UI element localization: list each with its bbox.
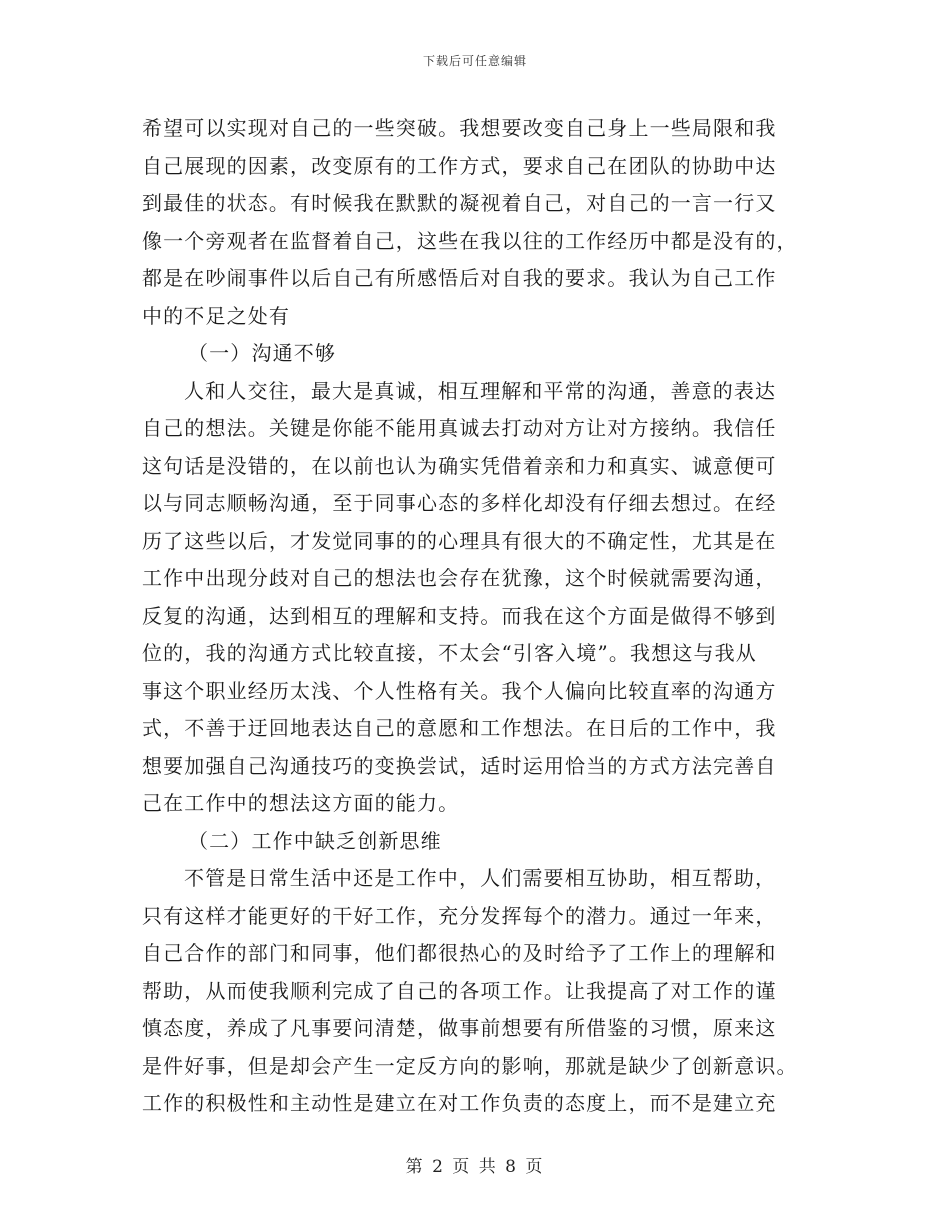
text-line: 事这个职业经历太浅、个人性格有关。我个人偏向比较直率的沟通方 [142,678,777,703]
section-heading-2: （二）工作中缺乏创新思维 [188,828,442,853]
text-line: 历了这些以后，才发觉同事的的心理具有很大的不确定性，尤其是在 [142,528,777,553]
paragraph-start: 人和人交往，最大是真诚，相互理解和平常的沟通，善意的表达 [184,378,777,403]
text-line: 想要加强自己沟通技巧的变换尝试，适时运用恰当的方式方法完善自 [142,753,777,778]
page-header: 下载后可任意编辑 [422,54,527,68]
text-line: 式，不善于迂回地表达自己的意愿和工作想法。在日后的工作中，我 [142,716,777,740]
text-line: 是件好事，但是却会产生一定反方向的影响，那就是缺少了创新意识。 [142,1053,798,1078]
text-line: 到最佳的状态。有时候我在默默的凝视着自己，对自己的一言一行又 [142,191,777,215]
text-line: 只有这样才能更好的干好工作，充分发挥每个的潜力。通过一年来， [142,903,777,928]
text-line: 己在工作中的想法这方面的能力。 [142,791,460,815]
text-line: 都是在吵闹事件以后自己有所感悟后对自我的要求。我认为自己工作 [142,266,777,290]
text-line: 中的不足之处有 [142,303,291,328]
text-line: 希望可以实现对自己的一些突破。我想要改变自己身上一些局限和我 [142,116,777,140]
page-number-footer: 第 2 页 共 8 页 [405,1157,545,1177]
document-body [142,110,822,1123]
text-line: 以与同志顺畅沟通，至于同事心态的多样化却没有仔细去想过。在经 [142,491,777,515]
text-line: 这句话是没错的，在以前也认为确实凭借着亲和力和真实、诚意便可 [142,453,777,478]
text-line: 慎态度，养成了凡事要问清楚，做事前想要有所借鉴的习惯，原来这 [142,1016,777,1040]
text-line: 反复的沟通，达到相互的理解和支持。而我在这个方面是做得不够到 [142,603,777,628]
text-line: 帮助，从而使我顺利完成了自己的各项工作。让我提高了对工作的谨 [142,978,777,1003]
paragraph-start: 不管是日常生活中还是工作中，人们需要相互协助，相互帮助， [184,866,777,890]
text-line: 自己展现的因素，改变原有的工作方式，要求自己在团队的协助中达 [142,153,777,178]
text-line: 像一个旁观者在监督着自己，这些在我以往的工作经历中都是没有的， [142,228,798,253]
text-line: 工作的积极性和主动性是建立在对工作负责的态度上，而不是建立充 [142,1091,777,1115]
text-line: 工作中出现分歧对自己的想法也会存在犹豫，这个时候就需要沟通， [142,566,777,590]
text-line: 自己的想法。关键是你能不能用真诚去打动对方让对方接纳。我信任 [142,416,777,440]
section-heading-1: （一）沟通不够 [188,341,337,365]
text-line: 位的，我的沟通方式比较直接，不太会“引客入境”。我想这与我从 [142,641,757,665]
text-line: 自己合作的部门和同事，他们都很热心的及时给予了工作上的理解和 [142,941,777,965]
